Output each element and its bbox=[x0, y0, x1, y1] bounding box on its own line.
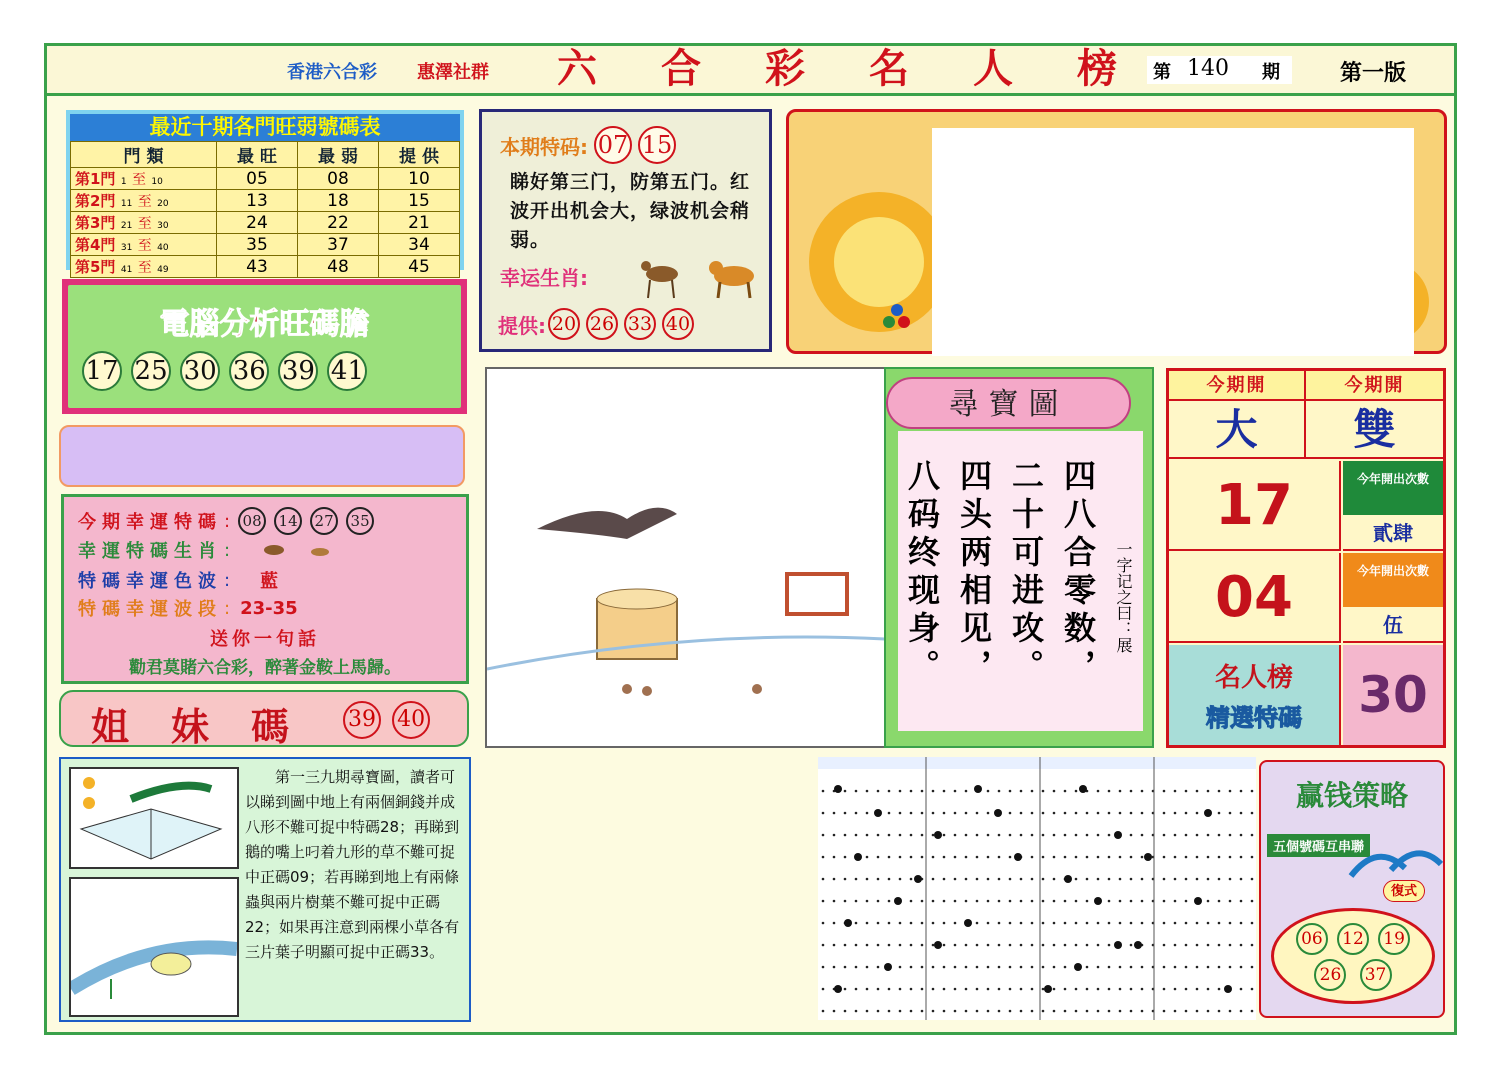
lucky-line-2: 幸運特碼生肖 : bbox=[78, 537, 336, 563]
lucky-line-3: 特碼幸運色波 : 藍 bbox=[78, 567, 278, 593]
results-panel bbox=[1166, 368, 1446, 748]
gate-cell: 第1門 1 至 10 bbox=[71, 168, 217, 190]
times-label: 今年開出次數 bbox=[1343, 461, 1443, 515]
send-label: 送你一句話 bbox=[210, 629, 320, 650]
poem-side-note: 一字记之曰：展 bbox=[1114, 541, 1133, 653]
offer-cell: 10 bbox=[379, 168, 460, 190]
number-ball: 06 bbox=[1296, 923, 1328, 955]
sister-code-title: 姐妹碼 bbox=[91, 704, 332, 749]
dot-grid-icon bbox=[818, 757, 1256, 1020]
offer-cell: 34 bbox=[379, 234, 460, 256]
title-char: 榜 bbox=[1077, 45, 1117, 92]
zodiac-label: 幸运生肖: bbox=[500, 266, 588, 290]
hot-cell: 43 bbox=[217, 256, 298, 278]
hot-cell: 35 bbox=[217, 234, 298, 256]
drawn-number: 04 bbox=[1169, 553, 1341, 643]
column-header: 門 類 bbox=[71, 142, 217, 168]
treasure-map-picture bbox=[485, 367, 887, 748]
gate-cell: 第2門 11 至 20 bbox=[71, 190, 217, 212]
gate-cell: 第4門 31 至 40 bbox=[71, 234, 217, 256]
treasure-explain-text: 第一三九期尋寶圖，讀者可以睇到圖中地上有兩個銅錢并成八形不難可捉中特碼28；再睇到鵝的嘴上叼着九形的草不難可捉中正碼09；若再睇到地上有兩條蟲與兩片樹葉不難可捉中正碼22；如果再注意到兩棵小草各有三片葉子明顯可捉中正碼33。 bbox=[245, 768, 460, 961]
lucky-box bbox=[61, 494, 469, 684]
special-code-text: 睇好第三门，防第五门。红波开出机会大，绿波机会稍弱。 bbox=[510, 171, 751, 251]
number-ball: 20 bbox=[548, 308, 580, 340]
table-row bbox=[71, 190, 460, 212]
offer-cell: 21 bbox=[379, 212, 460, 234]
offer-row bbox=[498, 308, 700, 340]
open-label: 今期開 bbox=[1169, 371, 1306, 401]
goose-icon bbox=[71, 879, 237, 1015]
column-header: 最 弱 bbox=[298, 142, 379, 168]
ten-period-table bbox=[70, 141, 460, 278]
big-small-result: 大 bbox=[1169, 401, 1306, 459]
table-row bbox=[71, 234, 460, 256]
cold-cell: 22 bbox=[298, 212, 379, 234]
number-ball: 40 bbox=[662, 308, 694, 340]
strategy-title: 赢钱策略 bbox=[1295, 779, 1408, 812]
lucky-line-1: 今期幸運特碼 : 08 14 27 35 bbox=[78, 507, 382, 535]
ten-period-table-box bbox=[66, 110, 464, 277]
times-count: 伍 bbox=[1343, 607, 1443, 643]
hot-cell: 05 bbox=[217, 168, 298, 190]
issue-box bbox=[1147, 56, 1292, 84]
wave-icon bbox=[1347, 842, 1443, 882]
zodiac-animal-icon bbox=[306, 540, 336, 560]
treasure-scene-icon bbox=[487, 369, 885, 746]
number-ball: 19 bbox=[1378, 923, 1410, 955]
book-illustration bbox=[69, 767, 239, 869]
page-title bbox=[557, 46, 1117, 92]
famous-sub-label: 精選特碼 bbox=[1206, 704, 1302, 732]
brand-community: 惠澤社群 bbox=[417, 62, 489, 83]
zodiac-animal-icon bbox=[260, 540, 290, 560]
number-ball: 15 bbox=[638, 126, 676, 164]
lucky-line-4: 特碼幸運波段 : 23-35 bbox=[78, 597, 298, 620]
gate-cell: 第3門 21 至 30 bbox=[71, 212, 217, 234]
brand-name: 香港六合彩 bbox=[287, 62, 377, 83]
title-char: 合 bbox=[661, 45, 701, 92]
ten-period-title: 最近十期各門旺弱號碼表 bbox=[70, 114, 460, 141]
title-char: 六 bbox=[557, 45, 597, 92]
poem-column: 二十可进攻。 bbox=[1007, 459, 1045, 687]
title-char: 彩 bbox=[765, 45, 805, 92]
issue-number: 140 bbox=[1187, 56, 1229, 81]
dot-chart bbox=[818, 757, 1256, 1020]
deer-icon bbox=[632, 252, 692, 302]
title-char: 名 bbox=[869, 45, 909, 92]
times-label: 今年開出次數 bbox=[1343, 553, 1443, 607]
offer-cell: 15 bbox=[379, 190, 460, 212]
column-header: 提 供 bbox=[379, 142, 460, 168]
hot-cell: 13 bbox=[217, 190, 298, 212]
sister-numbers bbox=[343, 701, 436, 739]
number-ball: 39 bbox=[343, 701, 381, 739]
number-ball: 12 bbox=[1337, 923, 1369, 955]
treasure-poem-box bbox=[884, 367, 1154, 748]
issue-suffix: 期 bbox=[1262, 62, 1280, 83]
tiger-icon bbox=[704, 252, 764, 302]
lucky-range-value: 23-35 bbox=[240, 597, 298, 619]
number-ball: 41 bbox=[327, 351, 367, 391]
number-ball: 30 bbox=[180, 351, 220, 391]
famous-label: 名人榜 bbox=[1214, 663, 1293, 693]
open-label: 今期開 bbox=[1306, 371, 1443, 401]
number-ball: 36 bbox=[229, 351, 269, 391]
strategy-numbers bbox=[1271, 908, 1435, 1004]
blank-banner bbox=[59, 425, 465, 487]
computer-analysis-title: 電腦分析旺碼膽 bbox=[159, 307, 370, 342]
number-ball: 25 bbox=[131, 351, 171, 391]
title-char: 人 bbox=[973, 45, 1013, 92]
cold-cell: 08 bbox=[298, 168, 379, 190]
number-ball: 26 bbox=[586, 308, 618, 340]
special-code-row bbox=[500, 126, 682, 164]
number-ball: 33 bbox=[624, 308, 656, 340]
poem-column: 四八合零数， bbox=[1059, 459, 1097, 687]
number-ball: 27 bbox=[310, 507, 338, 535]
number-ball: 39 bbox=[278, 351, 318, 391]
strategy-box bbox=[1259, 760, 1445, 1018]
offer-cell: 45 bbox=[379, 256, 460, 278]
number-ball: 08 bbox=[238, 507, 266, 535]
famous-box bbox=[1169, 645, 1341, 745]
cold-cell: 37 bbox=[298, 234, 379, 256]
gate-cell: 第5門 41 至 49 bbox=[71, 256, 217, 278]
drawn-number: 17 bbox=[1169, 461, 1341, 551]
special-code-label: 本期特码: bbox=[500, 134, 588, 159]
computer-analysis-box bbox=[62, 279, 467, 414]
lucky-saying: 勸君莫賭六合彩，醉著金鞍上馬歸。 bbox=[129, 658, 401, 678]
cold-cell: 48 bbox=[298, 256, 379, 278]
edition-label: 第一版 bbox=[1340, 61, 1407, 86]
poem-paper bbox=[898, 431, 1143, 731]
table-row bbox=[71, 212, 460, 234]
column-header: 最 旺 bbox=[217, 142, 298, 168]
famous-number: 30 bbox=[1343, 645, 1443, 745]
strategy-subtitle: 五個號碼互串聯 bbox=[1267, 834, 1370, 857]
offer-label: 提供: bbox=[498, 313, 546, 338]
blank-overlay bbox=[932, 128, 1414, 356]
book-icon bbox=[71, 769, 237, 867]
hot-cell: 24 bbox=[217, 212, 298, 234]
table-row bbox=[71, 168, 460, 190]
times-count: 貳肆 bbox=[1343, 515, 1443, 551]
sister-code-box bbox=[59, 690, 469, 747]
issue-prefix: 第 bbox=[1153, 62, 1171, 83]
lucky-color-value: 藍 bbox=[260, 571, 279, 592]
header-bar bbox=[47, 46, 1454, 96]
number-ball: 40 bbox=[392, 701, 430, 739]
treasure-map-title: 尋寶圖 bbox=[886, 377, 1131, 429]
poem-column: 四头两相见， bbox=[955, 459, 993, 687]
multi-label: 復式 bbox=[1383, 880, 1425, 902]
number-ball: 17 bbox=[82, 351, 122, 391]
number-ball: 37 bbox=[1360, 959, 1392, 991]
special-code-box bbox=[479, 109, 772, 352]
table-row bbox=[71, 256, 460, 278]
number-ball: 14 bbox=[274, 507, 302, 535]
poem-column: 八码终现身。 bbox=[903, 459, 941, 687]
number-ball: 35 bbox=[346, 507, 374, 535]
treasure-explain-box bbox=[59, 757, 471, 1022]
number-ball: 07 bbox=[594, 126, 632, 164]
table-header-row bbox=[71, 142, 460, 168]
goose-illustration bbox=[69, 877, 239, 1017]
cold-cell: 18 bbox=[298, 190, 379, 212]
computer-analysis-numbers bbox=[82, 351, 371, 391]
odd-even-result: 雙 bbox=[1306, 401, 1443, 459]
number-ball: 26 bbox=[1314, 959, 1346, 991]
